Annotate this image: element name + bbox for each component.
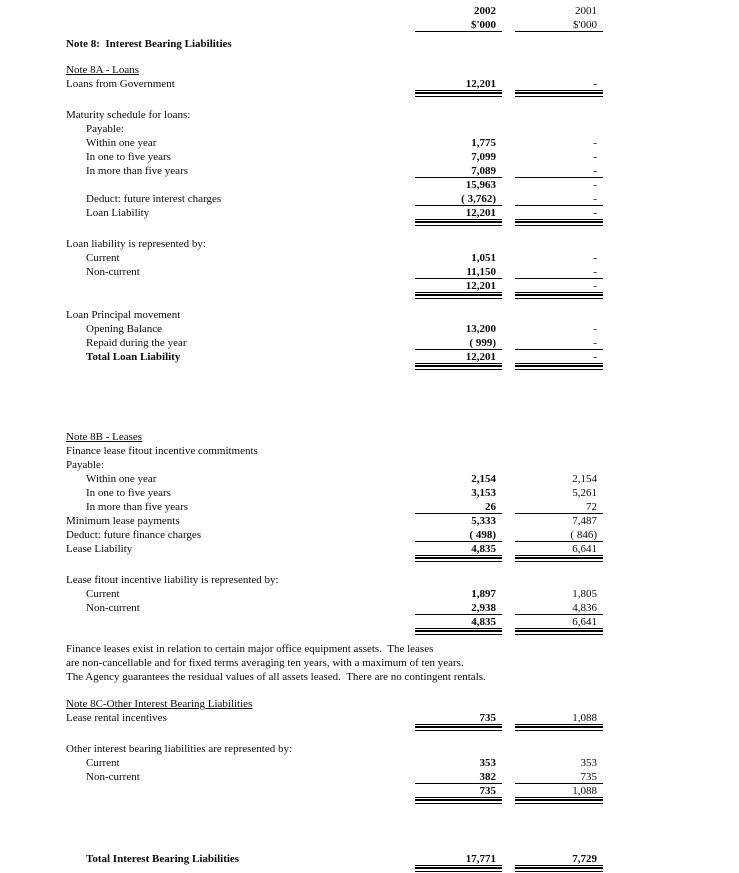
table-row [0, 308, 739, 322]
table-row [0, 206, 739, 220]
row-label: In more than five years [86, 501, 189, 513]
table-row [0, 77, 739, 91]
value-cell-2002: 12,201 [415, 77, 502, 91]
value-cell-2001: 7,729 [515, 852, 603, 866]
grand-total-row [0, 852, 739, 866]
row-label: Minimum lease payments [66, 515, 180, 527]
table-row [0, 350, 739, 364]
value-cell-2002: 11,150 [415, 265, 502, 279]
value-cell-2001: 6,641 [515, 542, 603, 556]
value-cell-2002: 353 [479, 757, 496, 769]
value-cell-2001: 1,088 [515, 711, 603, 725]
value-cell-2001: - [515, 350, 603, 364]
row-label: Within one year [86, 137, 157, 149]
value-cell-2002: 12,201 [415, 350, 502, 364]
value-cell-2002: 4,835 [415, 615, 502, 629]
value-cell-2001: 353 [580, 757, 597, 769]
value-cell-2001: 4,836 [515, 601, 603, 615]
table-row [0, 615, 739, 629]
row-label: Current [86, 588, 120, 600]
paragraph-line [0, 656, 739, 670]
row-label: Lease rental incentives [66, 712, 167, 724]
row-label: Other interest bearing liabilities are represented by: [66, 743, 293, 755]
table-row [0, 122, 739, 136]
value-cell-2001: 7,487 [572, 515, 597, 527]
value-cell-2002: 17,771 [415, 852, 502, 866]
value-cell-2001: - [515, 206, 603, 220]
table-row [0, 265, 739, 279]
value-cell-2002: 12,201 [415, 279, 502, 293]
value-cell-2002: 15,963 [465, 179, 496, 191]
table-row [0, 528, 739, 542]
row-label: Non-current [86, 602, 140, 614]
value-cell-2002: 26 [415, 500, 502, 514]
section-heading [0, 697, 739, 711]
table-row [0, 770, 739, 784]
value-cell-2001: - [515, 164, 603, 178]
value-cell-2001: 1,805 [572, 588, 597, 600]
row-label: Loans from Government [66, 78, 175, 90]
value-cell-2001: 2,154 [572, 473, 597, 485]
table-row [0, 136, 739, 150]
value-cell-2001: - [515, 265, 603, 279]
value-cell-2002: 12,201 [415, 206, 502, 220]
paragraph-line [0, 642, 739, 656]
table-row [0, 514, 739, 528]
row-label: Note 8: Interest Bearing Liabilities [66, 38, 232, 50]
value-cell-2001: $'000 [515, 18, 603, 32]
value-cell-2001: 2001 [575, 5, 597, 17]
value-cell-2002: 2,154 [471, 473, 496, 485]
row-label: Note 8A - Loans [66, 64, 140, 76]
value-cell-2002: 4,835 [415, 542, 502, 556]
value-cell-2002: 3,153 [471, 487, 496, 499]
table-row [0, 279, 739, 293]
row-label: Total Interest Bearing Liabilities [86, 853, 240, 865]
value-cell-2001: - [593, 252, 597, 264]
value-cell-2001: - [593, 179, 597, 191]
value-cell-2001: - [593, 137, 597, 149]
value-cell-2002: 735 [415, 784, 502, 798]
row-label: Maturity schedule for loans: [66, 109, 191, 121]
section-heading [0, 430, 739, 444]
row-label: Payable: [86, 123, 124, 135]
row-label: Non-current [86, 771, 140, 783]
row-label: Opening Balance [86, 323, 163, 335]
row-label: Deduct: future interest charges [86, 193, 222, 205]
row-label: Lease fitout incentive liability is represented by: [66, 574, 279, 586]
table-row [0, 601, 739, 615]
row-label: are non-cancellable and for fixed terms averaging ten years, with a maximum of ten years. [66, 657, 464, 669]
value-cell-2001: - [515, 77, 603, 91]
row-label: In one to five years [86, 151, 171, 163]
value-cell-2002: $'000 [415, 18, 502, 32]
table-row [0, 542, 739, 556]
value-cell-2002: 2,938 [415, 601, 502, 615]
row-label: Note 8C-Other Interest Bearing Liabilities [66, 698, 253, 710]
table-row [0, 756, 739, 770]
value-cell-2002: ( 3,762) [415, 192, 502, 206]
row-label: Total Loan Liability [86, 351, 181, 363]
row-label: Finance lease fitout incentive commitments [66, 445, 258, 457]
row-label: Lease Liability [66, 543, 133, 555]
table-row [0, 472, 739, 486]
value-cell-2001: - [593, 323, 597, 335]
value-cell-2001: - [593, 151, 597, 163]
paragraph-line [0, 670, 739, 684]
value-cell-2001: 72 [515, 500, 603, 514]
row-label: Loan Liability [86, 207, 150, 219]
row-label: Current [86, 252, 120, 264]
value-cell-2002: 1,051 [471, 252, 496, 264]
column-header-year-row [0, 4, 739, 18]
row-label: Note 8B - Leases [66, 431, 143, 443]
row-label: In more than five years [86, 165, 189, 177]
row-label: Payable: [66, 459, 104, 471]
value-cell-2002: 2002 [474, 5, 496, 17]
value-cell-2001: 1,088 [515, 784, 603, 798]
value-cell-2002: 1,897 [471, 588, 496, 600]
value-cell-2002: 7,099 [471, 151, 496, 163]
value-cell-2001: 6,641 [515, 615, 603, 629]
table-row [0, 178, 739, 192]
table-row [0, 573, 739, 587]
table-row [0, 711, 739, 725]
value-cell-2002: 13,200 [465, 323, 496, 335]
row-label: Within one year [86, 473, 157, 485]
value-cell-2001: - [515, 192, 603, 206]
row-label: The Agency guarantees the residual values of all assets leased. There are no contingent rentals. [66, 671, 486, 683]
value-cell-2001: ( 846) [515, 528, 603, 542]
row-label: Non-current [86, 266, 140, 278]
row-label: In one to five years [86, 487, 171, 499]
table-row [0, 322, 739, 336]
row-label: Loan Principal movement [66, 309, 181, 321]
table-row [0, 164, 739, 178]
table-row [0, 587, 739, 601]
value-cell-2002: ( 498) [415, 528, 502, 542]
note-title [0, 37, 739, 51]
value-cell-2002: 735 [415, 711, 502, 725]
row-label: Current [86, 757, 120, 769]
table-row [0, 150, 739, 164]
section-heading [0, 63, 739, 77]
value-cell-2002: 7,089 [415, 164, 502, 178]
value-cell-2002: 5,333 [471, 515, 496, 527]
table-row [0, 444, 739, 458]
value-cell-2001: - [515, 279, 603, 293]
row-label: Deduct: future finance charges [66, 529, 202, 541]
table-row [0, 500, 739, 514]
row-label: Loan liability is represented by: [66, 238, 206, 250]
value-cell-2002: 382 [415, 770, 502, 784]
value-cell-2001: - [515, 336, 603, 350]
column-header-unit-row [0, 18, 739, 32]
table-row [0, 784, 739, 798]
table-row [0, 108, 739, 122]
value-cell-2001: 5,261 [572, 487, 597, 499]
table-row [0, 486, 739, 500]
table-row [0, 336, 739, 350]
value-cell-2002: ( 999) [415, 336, 502, 350]
table-row [0, 742, 739, 756]
table-row [0, 237, 739, 251]
table-row [0, 251, 739, 265]
row-label: Finance leases exist in relation to certain major office equipment assets. The leases [66, 643, 434, 655]
table-row [0, 458, 739, 472]
table-row [0, 192, 739, 206]
value-cell-2002: 1,775 [471, 137, 496, 149]
value-cell-2001: 735 [515, 770, 603, 784]
row-label: Repaid during the year [86, 337, 187, 349]
